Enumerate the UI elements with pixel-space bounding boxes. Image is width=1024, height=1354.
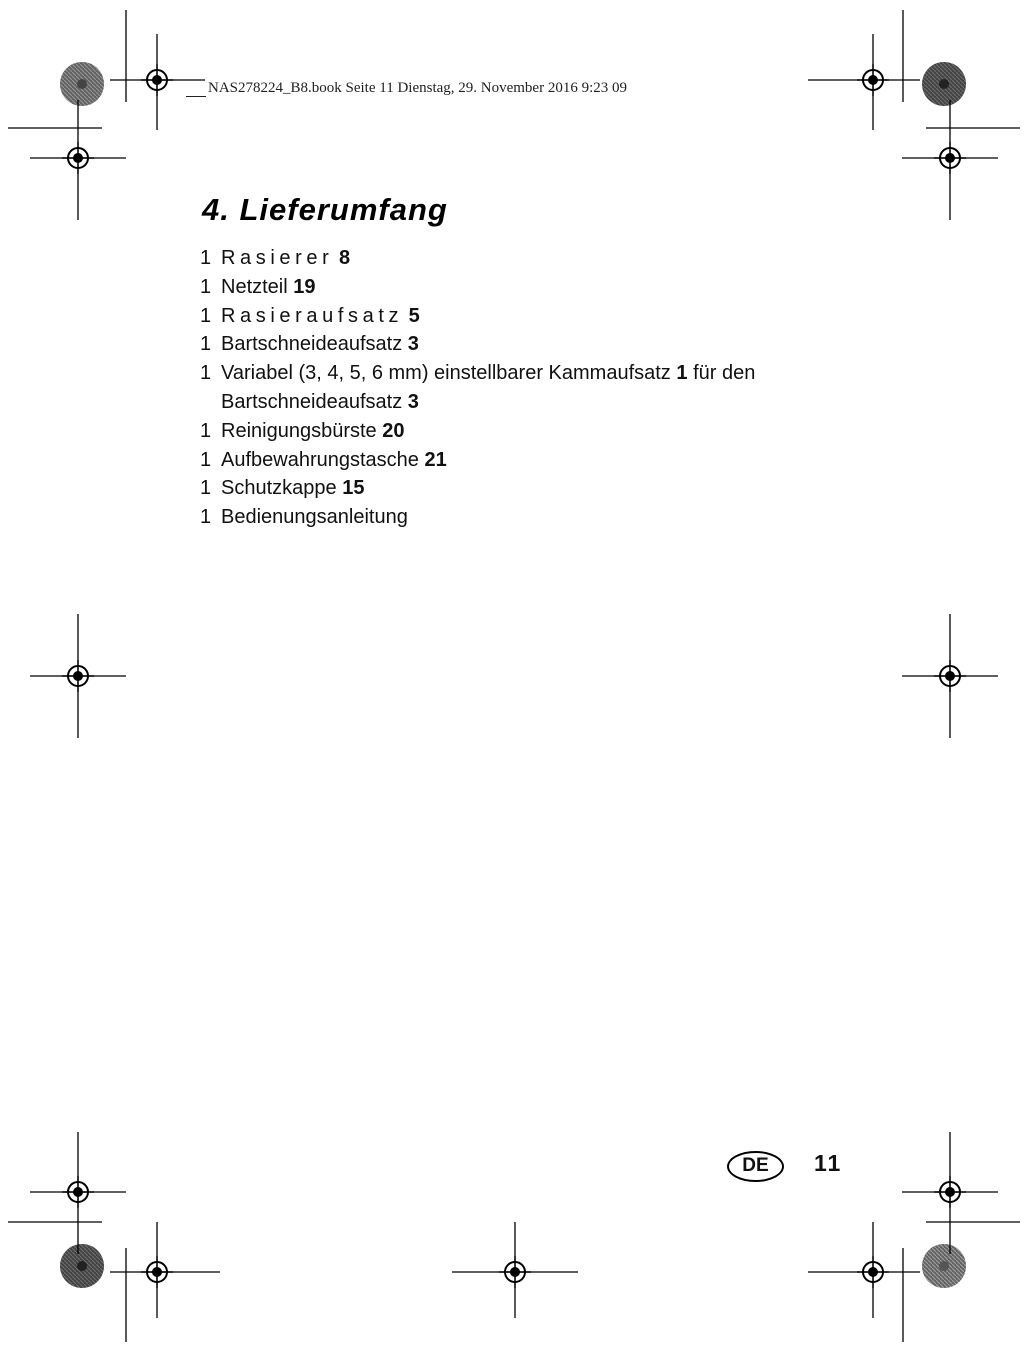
item-text (221, 503, 860, 532)
corner-starburst-top-left (60, 62, 104, 106)
item-reference-number: 3 (407, 333, 419, 356)
item-reference-number: 20 (382, 419, 405, 442)
item-label: Bedienungsanleitung (221, 506, 408, 529)
list-item (200, 273, 860, 302)
registration-mark-upper-left (30, 100, 126, 220)
item-label: Aufbewahrungstasche (221, 448, 419, 471)
delivery-contents-list (200, 244, 860, 532)
item-label: Rasieraufsatz (221, 304, 404, 327)
item-reference-number: 5 (408, 304, 420, 327)
slug-rule (186, 96, 206, 97)
item-label: Netzteil (221, 275, 288, 298)
item-text (221, 330, 860, 359)
list-item (200, 330, 860, 359)
item-text (221, 302, 860, 331)
item-reference-number: 1 (676, 362, 688, 385)
item-text (221, 273, 860, 302)
crop-marks (8, 10, 1020, 1342)
language-badge: DE (727, 1151, 784, 1182)
item-reference-number: 19 (293, 275, 316, 298)
item-text (221, 359, 860, 417)
item-label: Rasierer (221, 247, 334, 269)
list-item (200, 302, 860, 331)
item-quantity: 1 (200, 304, 212, 327)
item-quantity: 1 (200, 362, 212, 385)
item-label: Schutzkappe (221, 477, 337, 500)
item-quantity: 1 (200, 448, 212, 471)
item-reference-number: 8 (338, 247, 351, 269)
item-reference-number: 3 (407, 390, 419, 413)
page-number: 11 (814, 1150, 843, 1176)
registration-mark-lower-right (902, 1132, 998, 1254)
item-text (221, 417, 860, 446)
registration-mark-bottom-center (452, 1222, 578, 1318)
item-quantity: 1 (200, 333, 212, 356)
corner-starburst-bottom-left (60, 1244, 104, 1288)
slug-text: NAS278224_B8.book Seite 11 Dienstag, 29. November 2016 9:23 09 (208, 80, 627, 96)
item-quantity: 1 (200, 506, 212, 529)
list-item (200, 244, 860, 273)
registration-mark-middle-right (902, 614, 998, 738)
item-label: Variabel (3, 4, 5, 6 mm) einstellbarer Kammaufsatz (221, 362, 671, 385)
item-label: Bartschneideaufsatz (221, 333, 403, 356)
item-text (221, 474, 860, 503)
item-label: Reinigungsbürste (221, 419, 377, 442)
list-item (200, 503, 860, 532)
item-quantity: 1 (200, 477, 212, 500)
registration-mark-upper-right (902, 100, 998, 220)
registration-mark-middle-left (30, 614, 126, 738)
item-label-continued: Bartschneideaufsatz (221, 390, 403, 413)
section-title: 4. Lieferumfang (202, 192, 448, 227)
registration-mark-lower-left (30, 1132, 126, 1254)
item-text (221, 446, 860, 475)
item-text (221, 244, 860, 273)
list-item (200, 474, 860, 503)
list-item (200, 359, 860, 417)
item-quantity: 1 (200, 247, 212, 269)
corner-starburst-top-right (922, 62, 966, 106)
item-reference-number: 21 (424, 448, 447, 471)
corner-starburst-bottom-right (922, 1244, 966, 1288)
item-reference-number: 15 (342, 477, 365, 500)
list-item (200, 446, 860, 475)
print-slug (186, 78, 746, 100)
item-quantity: 1 (200, 275, 212, 298)
item-quantity: 1 (200, 419, 212, 442)
list-item (200, 417, 860, 446)
item-label-continued: für den (693, 362, 756, 385)
